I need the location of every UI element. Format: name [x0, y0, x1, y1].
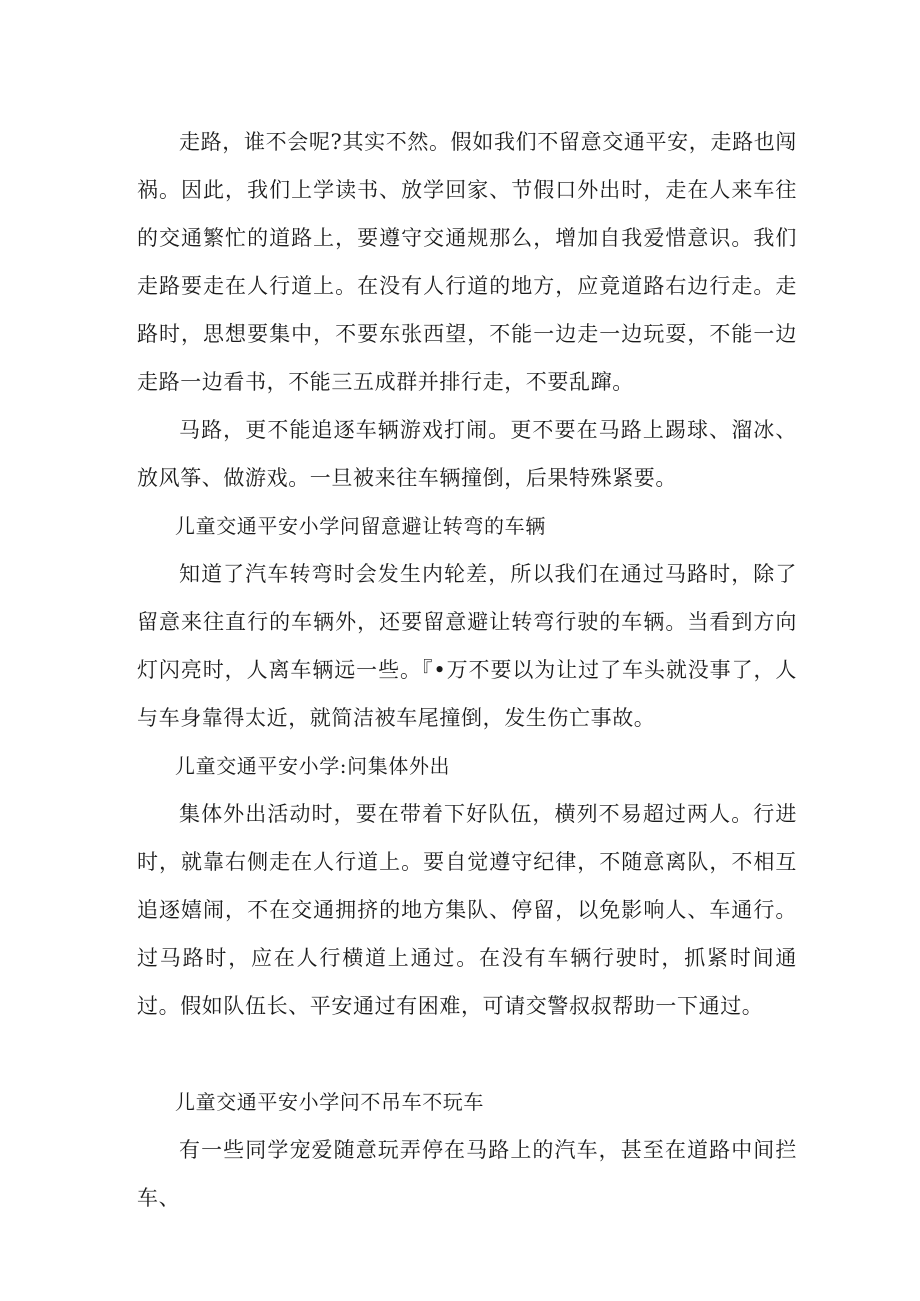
- paragraph-no-climbing-cars: 有一些同学宠爱随意玩弄停在马路上的汽车，甚至在道路中间拦车、: [137, 1138, 797, 1210]
- paragraph-turning-vehicles: 知道了汽车转弯时会发生内轮差，所以我们在通过马路时，除了留意来往直行的车辆外，还要留意避让转弯行驶的车辆。当看到方向灯闪亮时，人离车辆远一些。『•万不要以为让过了车头就没事了，人与车身靠得太近，就简洁被车尾撞倒，发生伤亡事故。: [137, 562, 797, 730]
- heading-turning-vehicles: 儿童交通平安小学问留意避让转弯的车辆: [175, 514, 546, 538]
- paragraph-group-outing: 集体外出活动时，要在带着下好队伍，横列不易超过两人。行进时，就靠右侧走在人行道上。要自觉遵守纪律，不随意离队，不相互追逐嬉闹，不在交通拥挤的地方集队、停留，以免影响人、车通行。过马路时，应在人行横道上通过。在没有车辆行驶时，抓紧时间通过。假如队伍长、平安通过有困难，可请交警叔叔帮助一下通过。: [137, 802, 797, 1018]
- paragraph-walking: 走路，谁不会呢?其实不然。假如我们不留意交通平安，走路也闯祸。因此，我们上学读书、放学回家、节假口外出时，走在人来车往的交通繁忙的道路上，要遵守交通规那么，增加自我爱惜意识。我们走路要走在人行道上。在没有人行道的地方，应竟道路右边行走。走路时，思想要集中，不要东张西望，不能一边走一边玩耍，不能一边走路一边看书，不能三五成群并排行走，不要乱蹿。: [137, 130, 797, 394]
- heading-group-outing: 儿童交通平安小学:问集体外出: [175, 754, 451, 778]
- blank-line: [137, 1030, 797, 1078]
- document-body: [137, 118, 797, 1222]
- paragraph-road-play: 马路，更不能追逐车辆游戏打闹。更不要在马路上踢球、溜冰、放风筝、做游戏。一旦被来往车辆撞倒，后果特殊紧要。: [137, 418, 797, 490]
- heading-no-climbing-cars: 儿童交通平安小学问不吊车不玩车: [175, 1090, 484, 1114]
